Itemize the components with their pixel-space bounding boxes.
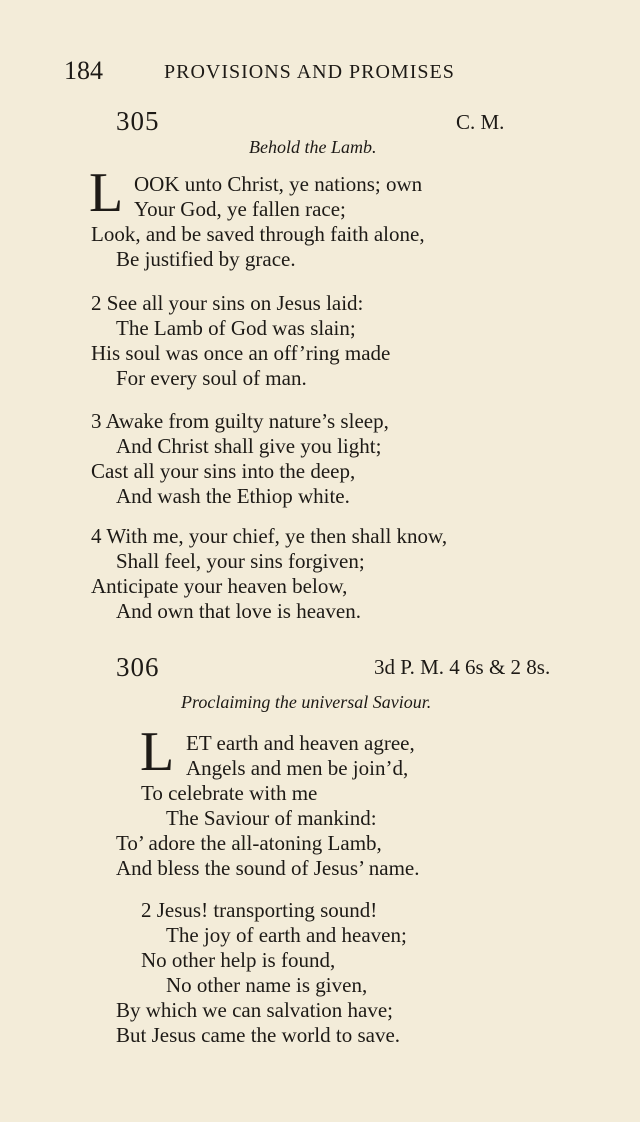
hymn-number: 306 (116, 652, 160, 682)
verse-line: Be justified by grace. (116, 247, 296, 271)
verse-line: By which we can salvation have; (116, 998, 393, 1022)
verse-line: And Christ shall give you light; (116, 434, 382, 458)
verse-line: And bless the sound of Jesus’ name. (116, 856, 420, 880)
verse-line: No other help is found, (141, 948, 336, 972)
verse-line: To’ adore the all-atoning Lamb, (116, 831, 382, 855)
verse-line: Your God, ye fallen race; (134, 197, 346, 221)
verse-line: Anticipate your heaven below, (91, 574, 348, 598)
hymn-meter: C. M. (456, 110, 505, 134)
verse-line: The Lamb of God was slain; (116, 316, 356, 340)
verse-line: 2 Jesus! transporting sound! (141, 898, 378, 922)
hymn-meter: 3d P. M. 4 6s & 2 8s. (374, 655, 551, 679)
verse-line: But Jesus came the world to save. (116, 1023, 401, 1047)
hymn-title: Proclaiming the universal Saviour. (181, 692, 432, 712)
hymn-title: Behold the Lamb. (249, 137, 377, 157)
drop-cap: L (140, 721, 175, 783)
verse-line: To celebrate with me (141, 781, 318, 805)
verse-line: Cast all your sins into the deep, (91, 459, 356, 483)
verse-line: 3 Awake from guilty nature’s sleep, (91, 409, 389, 433)
verse-line: 2 See all your sins on Jesus laid: (91, 291, 364, 315)
verse-line: OOK unto Christ, ye nations; own (134, 172, 423, 196)
verse-line: 4 With me, your chief, ye then shall know, (91, 524, 448, 548)
drop-cap: L (89, 162, 124, 224)
verse-line: Shall feel, your sins forgiven; (116, 549, 365, 573)
verse-line: Angels and men be join’d, (186, 756, 409, 780)
verse-line: And wash the Ethiop white. (116, 484, 350, 508)
verse-line: His soul was once an off’ring made (91, 341, 391, 365)
running-head: PROVISIONS AND PROMISES (164, 61, 455, 83)
verse-line: And own that love is heaven. (116, 599, 361, 623)
verse-line: The joy of earth and heaven; (166, 923, 407, 947)
verse-line: The Saviour of mankind: (166, 806, 377, 830)
verse-line: Look, and be saved through faith alone, (91, 222, 425, 246)
verse-line: ET earth and heaven agree, (186, 731, 415, 755)
verse-line: For every soul of man. (116, 366, 307, 390)
verse-line: No other name is given, (166, 973, 368, 997)
hymn-number: 305 (116, 106, 160, 136)
page-number: 184 (64, 56, 103, 85)
